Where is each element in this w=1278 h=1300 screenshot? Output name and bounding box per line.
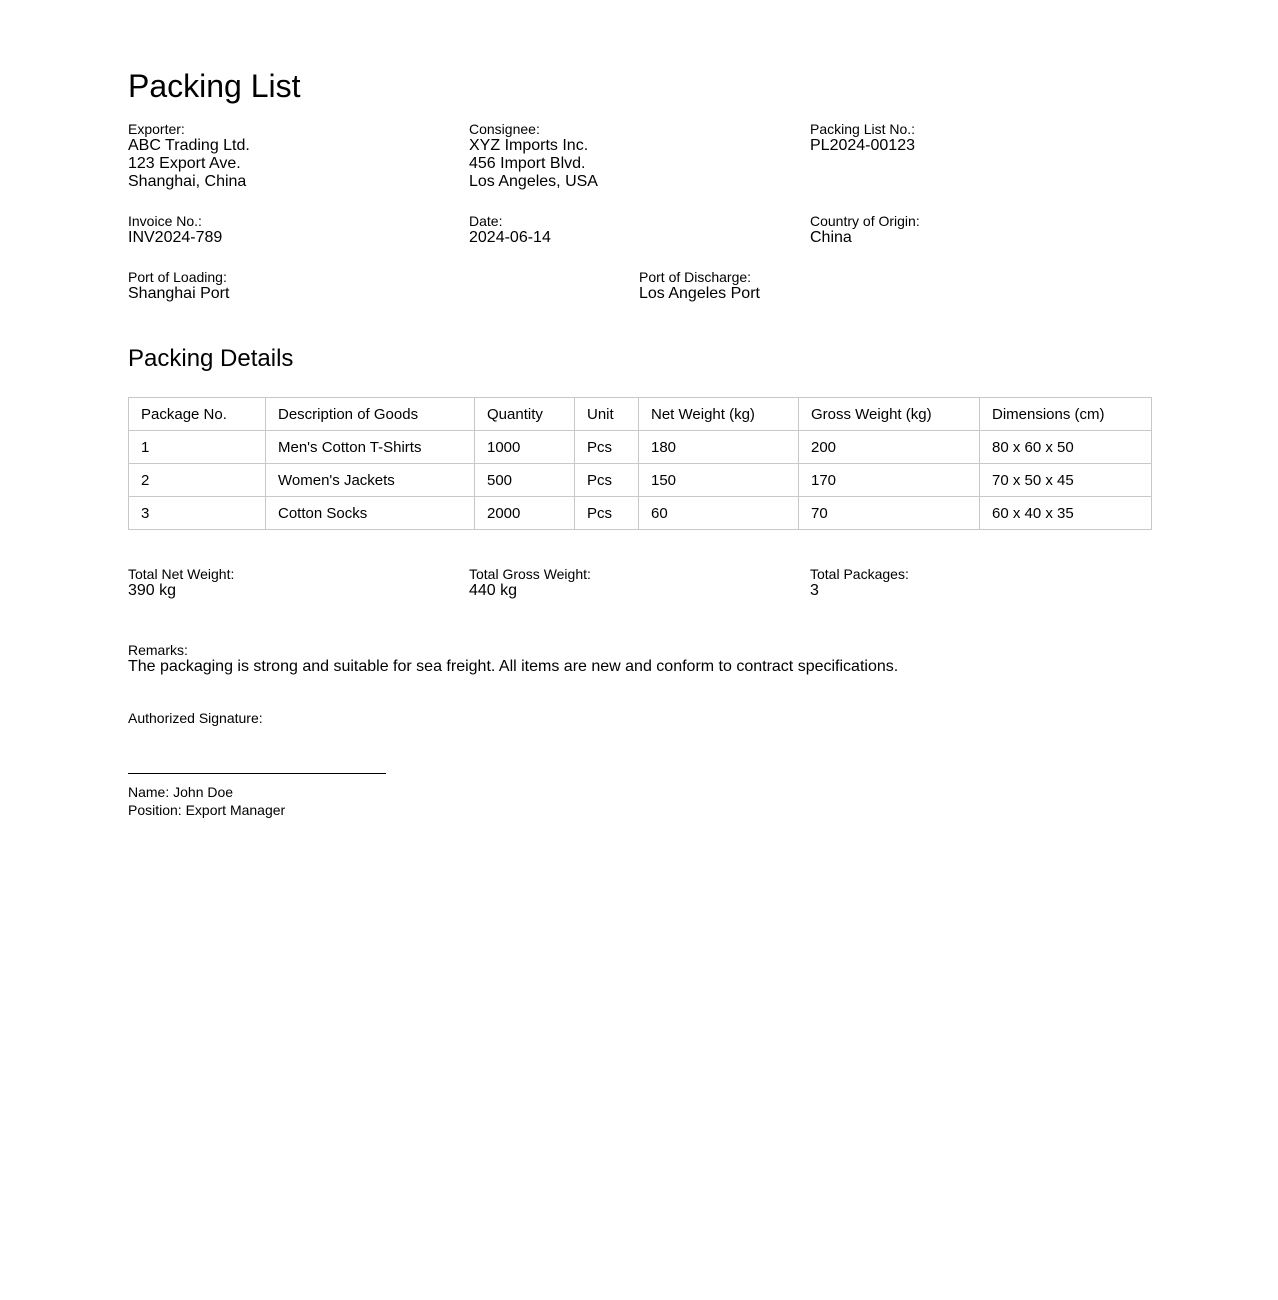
exporter-city: Shanghai, China bbox=[128, 173, 247, 190]
packing-details-table bbox=[128, 397, 1152, 530]
total-net-weight-value: 390 kg bbox=[128, 582, 177, 599]
column-header-dimensions: Dimensions (cm) bbox=[980, 398, 1152, 431]
invoice-no-value: INV2024-789 bbox=[128, 229, 223, 246]
cell-unit: Pcs bbox=[575, 464, 639, 497]
exporter-address: 123 Export Ave. bbox=[128, 155, 241, 172]
country-of-origin-value: China bbox=[810, 229, 852, 246]
cell-package-no: 1 bbox=[129, 431, 266, 464]
total-net-weight-label: Total Net Weight: bbox=[128, 566, 235, 582]
cell-description: Cotton Socks bbox=[266, 497, 475, 530]
column-header-net-weight: Net Weight (kg) bbox=[639, 398, 799, 431]
exporter-block bbox=[128, 121, 250, 191]
column-header-unit: Unit bbox=[575, 398, 639, 431]
table-row bbox=[129, 497, 1152, 530]
total-gross-weight-value: 440 kg bbox=[469, 582, 518, 599]
port-of-discharge-label: Port of Discharge: bbox=[639, 269, 752, 285]
remarks-text: The packaging is strong and suitable for sea freight. All items are new and conform to contract specifications. bbox=[128, 658, 899, 675]
cell-dimensions: 60 x 40 x 35 bbox=[980, 497, 1152, 530]
total-packages-label: Total Packages: bbox=[810, 566, 909, 582]
packing-list-no-label: Packing List No.: bbox=[810, 121, 916, 137]
column-header-gross-weight: Gross Weight (kg) bbox=[799, 398, 980, 431]
cell-unit: Pcs bbox=[575, 497, 639, 530]
packing-list-no-value: PL2024-00123 bbox=[810, 137, 915, 154]
consignee-block bbox=[469, 121, 598, 191]
port-of-loading-block bbox=[128, 269, 229, 303]
date-block bbox=[469, 213, 551, 247]
signatory-name: Name: John Doe bbox=[128, 784, 234, 800]
consignee-city: Los Angeles, USA bbox=[469, 173, 598, 190]
signature-line bbox=[128, 773, 386, 774]
cell-package-no: 2 bbox=[129, 464, 266, 497]
port-of-loading-label: Port of Loading: bbox=[128, 269, 227, 285]
exporter-label: Exporter: bbox=[128, 121, 185, 137]
cell-quantity: 1000 bbox=[475, 431, 575, 464]
column-header-quantity: Quantity bbox=[475, 398, 575, 431]
consignee-address: 456 Import Blvd. bbox=[469, 155, 586, 172]
cell-description: Women's Jackets bbox=[266, 464, 475, 497]
total-packages-block bbox=[810, 566, 909, 600]
remarks-label: Remarks: bbox=[128, 642, 188, 658]
cell-gross-weight: 70 bbox=[799, 497, 980, 530]
signature-label: Authorized Signature: bbox=[128, 710, 263, 726]
cell-quantity: 500 bbox=[475, 464, 575, 497]
table-row bbox=[129, 431, 1152, 464]
date-label: Date: bbox=[469, 213, 503, 229]
cell-net-weight: 150 bbox=[639, 464, 799, 497]
cell-package-no: 3 bbox=[129, 497, 266, 530]
consignee-name: XYZ Imports Inc. bbox=[469, 137, 589, 154]
date-value: 2024-06-14 bbox=[469, 229, 551, 246]
cell-dimensions: 80 x 60 x 50 bbox=[980, 431, 1152, 464]
invoice-no-block bbox=[128, 213, 222, 247]
packing-list-no-block bbox=[810, 121, 915, 155]
exporter-name: ABC Trading Ltd. bbox=[128, 137, 250, 154]
total-gross-weight-label: Total Gross Weight: bbox=[469, 566, 591, 582]
cell-gross-weight: 200 bbox=[799, 431, 980, 464]
remarks-block bbox=[128, 642, 898, 676]
cell-description: Men's Cotton T-Shirts bbox=[266, 431, 475, 464]
port-of-loading-value: Shanghai Port bbox=[128, 285, 230, 302]
total-net-weight-block bbox=[128, 566, 234, 600]
signatory-position: Position: Export Manager bbox=[128, 802, 286, 818]
country-of-origin-block bbox=[810, 213, 920, 247]
table-header-row bbox=[129, 398, 1152, 431]
document-title: Packing List bbox=[128, 68, 301, 104]
cell-quantity: 2000 bbox=[475, 497, 575, 530]
port-of-discharge-block bbox=[639, 269, 760, 303]
country-of-origin-label: Country of Origin: bbox=[810, 213, 920, 229]
cell-unit: Pcs bbox=[575, 431, 639, 464]
total-packages-value: 3 bbox=[810, 582, 819, 599]
packing-details-title: Packing Details bbox=[128, 345, 294, 372]
column-header-package-no: Package No. bbox=[129, 398, 266, 431]
column-header-description: Description of Goods bbox=[266, 398, 475, 431]
table-row bbox=[129, 464, 1152, 497]
invoice-no-label: Invoice No.: bbox=[128, 213, 202, 229]
total-gross-weight-block bbox=[469, 566, 591, 600]
consignee-label: Consignee: bbox=[469, 121, 540, 137]
port-of-discharge-value: Los Angeles Port bbox=[639, 285, 760, 302]
cell-gross-weight: 170 bbox=[799, 464, 980, 497]
cell-dimensions: 70 x 50 x 45 bbox=[980, 464, 1152, 497]
cell-net-weight: 60 bbox=[639, 497, 799, 530]
cell-net-weight: 180 bbox=[639, 431, 799, 464]
